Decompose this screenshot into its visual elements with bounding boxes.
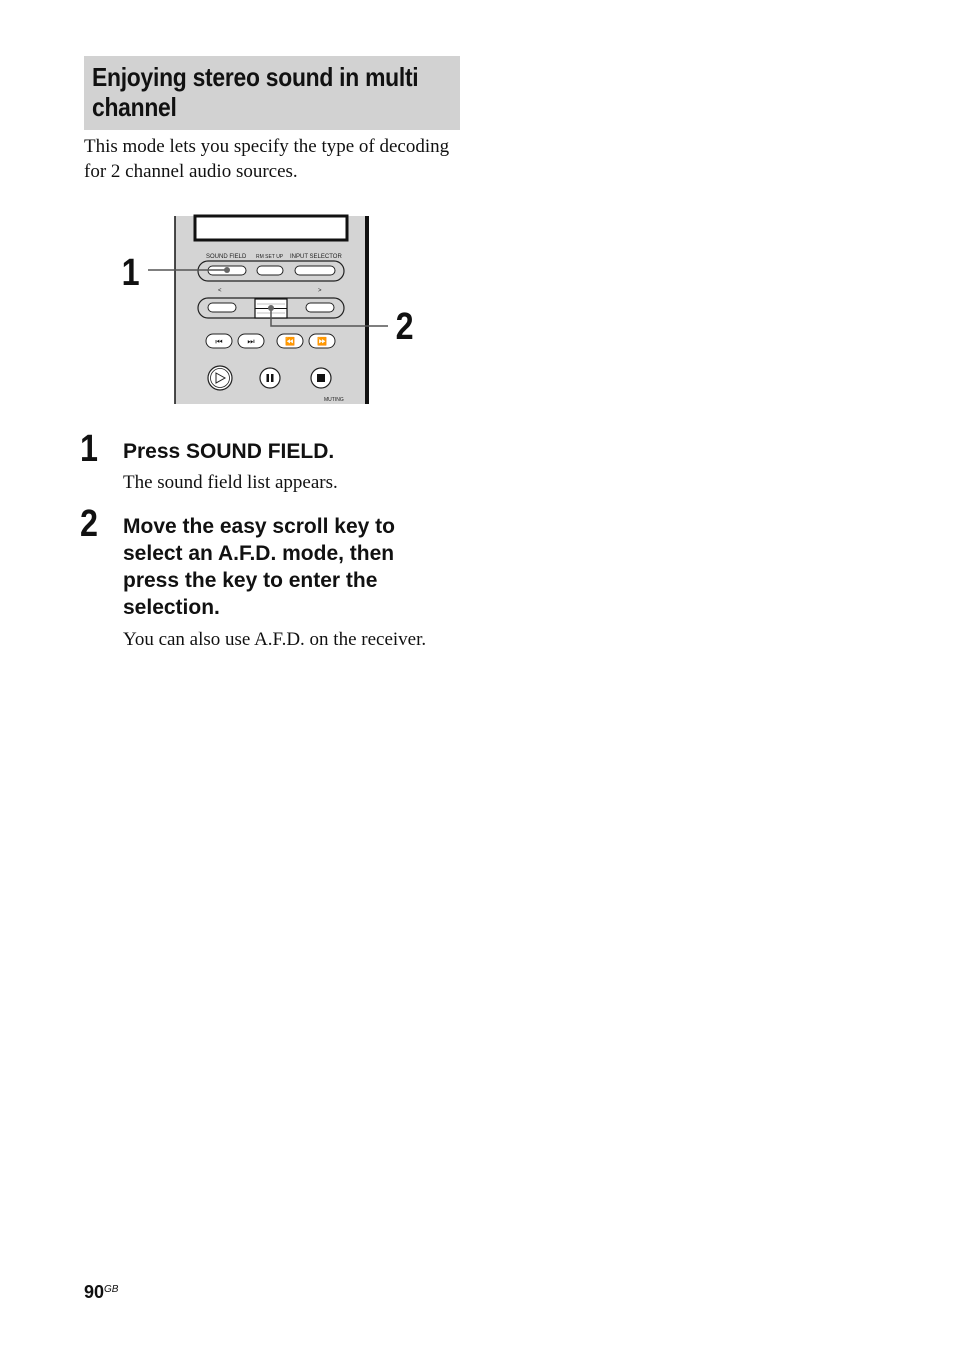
page-number-value: 90 [84,1282,105,1302]
input-selector-label: INPUT SELECTOR [290,254,342,260]
section-heading-box [84,56,460,130]
sound-field-label: SOUND FIELD [206,254,247,260]
intro-paragraph: This mode lets you specify the type of decoding for 2 channel audio sources. [84,136,450,182]
section-title: Enjoying stereo sound in multi channel [92,62,419,122]
pause-button[interactable] [260,368,280,388]
callout-2: 2 [395,306,414,348]
play-button[interactable] [208,366,232,390]
skip-forward-button[interactable] [238,334,264,348]
right-button[interactable] [306,303,334,312]
callout-1: 1 [121,252,140,294]
step-2-body: You can also use A.F.D. on the receiver. [123,629,427,650]
left-button[interactable] [208,303,236,312]
left-arrow-label: < [218,288,222,294]
right-arrow-label: > [318,288,322,294]
rm-set-up-button[interactable] [257,266,283,275]
step-2-title: Move the easy scroll key to select an A.F.D. mode, then press the key to enter the selection. [123,515,395,619]
fast-forward-button[interactable] [309,334,335,348]
svg-text:⏭: ⏭ [247,337,255,346]
step-2-number: 2 [80,503,98,545]
remote-control-illustration [110,212,430,407]
stop-button[interactable] [311,368,331,388]
remote-control-figure [110,212,430,407]
svg-text:⏩: ⏩ [317,337,327,346]
rm-set-up-label: RM SET UP [256,254,284,260]
input-selector-button[interactable] [295,266,335,275]
remote-display [195,216,347,240]
svg-text:⏮: ⏮ [215,337,223,346]
page-number [84,1282,118,1303]
svg-text:⏪: ⏪ [285,337,295,346]
rewind-button[interactable] [277,334,303,348]
page-region: GB [104,1284,119,1295]
muting-label: MUTING [324,397,344,403]
step-1-number: 1 [80,428,98,470]
step-1-body: The sound field list appears. [123,472,338,493]
step-1-title: Press SOUND FIELD. [123,440,335,463]
skip-back-button[interactable] [206,334,232,348]
